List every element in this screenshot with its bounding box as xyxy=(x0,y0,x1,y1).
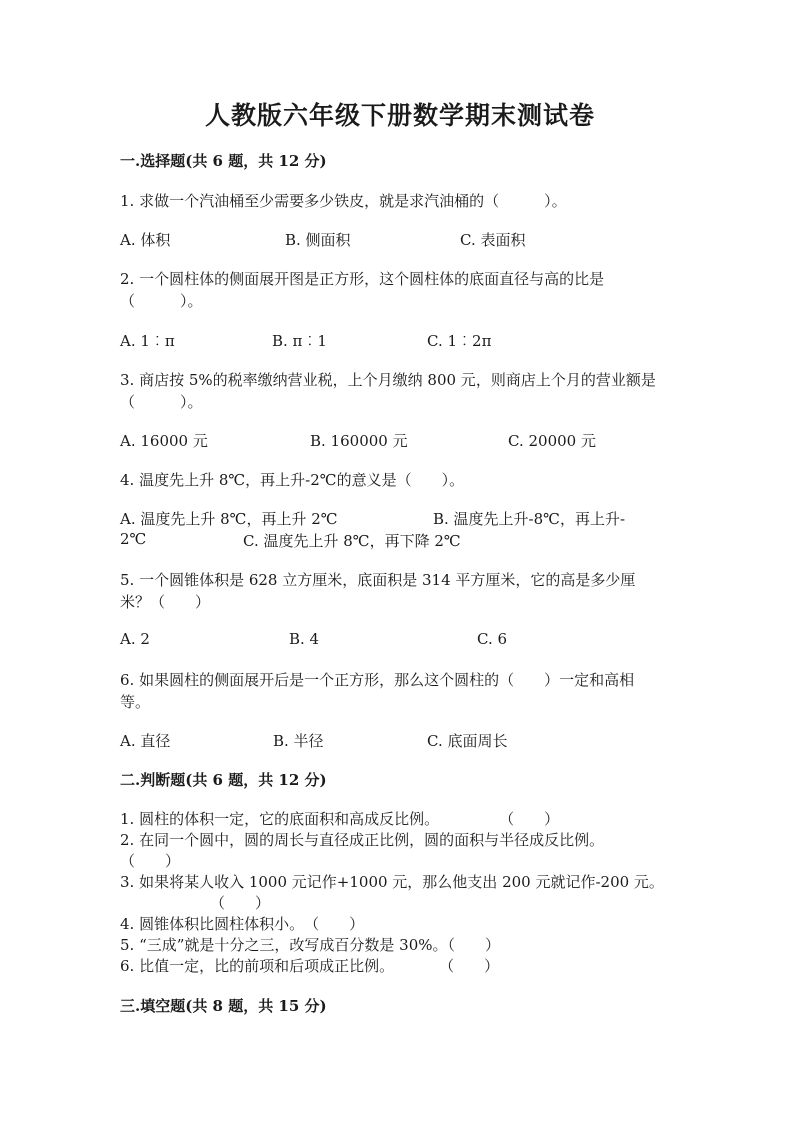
judge-line: （ ） xyxy=(120,852,181,870)
question-6-text-cont: 等。 xyxy=(120,693,151,711)
question-4-option-b-cont: 2℃ xyxy=(120,530,147,548)
question-3-option-c: C. 20000 元 xyxy=(508,432,596,450)
question-6-option-c: C. 底面周长 xyxy=(427,732,508,750)
section-heading-judge: 二.判断题(共 6 题，共 12 分) xyxy=(120,771,327,789)
question-1-option-c: C. 表面积 xyxy=(460,231,526,249)
question-2-option-a: A. 1︰π xyxy=(120,332,175,350)
question-5-text-cont: 米？（ ） xyxy=(120,593,211,611)
page-title: 人教版六年级下册数学期末测试卷 xyxy=(204,101,595,130)
question-5-option-a: A. 2 xyxy=(120,630,150,648)
judge-line: 5. “三成”就是十分之三，改写成百分数是 30%。（ ） xyxy=(120,936,501,954)
question-3-text-cont: （ ）。 xyxy=(120,393,203,411)
question-2-text: 2. 一个圆柱体的侧面展开图是正方形，这个圆柱体的底面直径与高的比是 xyxy=(120,270,605,288)
judge-line: 1. 圆柱的体积一定，它的底面积和高成反比例。 （ ） xyxy=(120,810,560,828)
question-1-option-a: A. 体积 xyxy=(120,231,171,249)
question-4-option-a: A. 温度先上升 8℃，再上升 2℃ xyxy=(120,510,338,528)
question-3-option-b: B. 160000 元 xyxy=(310,432,408,450)
section-heading-fill: 三.填空题(共 8 题，共 15 分) xyxy=(120,997,327,1015)
judge-line: 2. 在同一个圆中，圆的周长与直径成正比例，圆的面积与半径成反比例。 xyxy=(120,831,605,849)
question-4-option-b: B. 温度先上升-8℃，再上升- xyxy=(433,510,626,528)
question-5-option-c: C. 6 xyxy=(477,630,508,648)
question-2-option-b: B. π︰1 xyxy=(272,332,327,350)
question-5-text: 5. 一个圆锥体积是 628 立方厘米，底面积是 314 平方厘米，它的高是多少厘 xyxy=(120,571,636,589)
question-2-option-c: C. 1︰2π xyxy=(427,332,492,350)
question-1-text: 1. 求做一个汽油桶至少需要多少铁皮，就是求汽油桶的（ ）。 xyxy=(120,192,567,210)
judge-line: 6. 比值一定，比的前项和后项成正比例。 （ ） xyxy=(120,957,500,975)
question-6-text: 6. 如果圆柱的侧面展开后是一个正方形，那么这个圆柱的（ ）一定和高相 xyxy=(120,671,635,689)
question-4-text: 4. 温度先上升 8℃，再上升-2℃的意义是（ ）。 xyxy=(120,471,465,489)
question-2-text-cont: （ ）。 xyxy=(120,292,203,310)
section-heading-choice: 一.选择题(共 6 题，共 12 分) xyxy=(120,152,327,170)
question-4-option-c: C. 温度先上升 8℃，再下降 2℃ xyxy=(243,532,461,550)
question-3-option-a: A. 16000 元 xyxy=(120,432,208,450)
question-1-option-b: B. 侧面积 xyxy=(285,231,351,249)
question-5-option-b: B. 4 xyxy=(289,630,320,648)
judge-line: 4. 圆锥体积比圆柱体积小。 （ ） xyxy=(120,915,365,933)
judge-line: 3. 如果将某人收入 1000 元记作+1000 元，那么他支出 200 元就记作-200 元。 xyxy=(120,873,664,891)
question-6-option-a: A. 直径 xyxy=(120,732,171,750)
question-3-text: 3. 商店按 5%的税率缴纳营业税，上个月缴纳 800 元，则商店上个月的营业额是 xyxy=(120,371,656,389)
judge-line: （ ） xyxy=(210,894,271,912)
question-6-option-b: B. 半径 xyxy=(273,732,324,750)
